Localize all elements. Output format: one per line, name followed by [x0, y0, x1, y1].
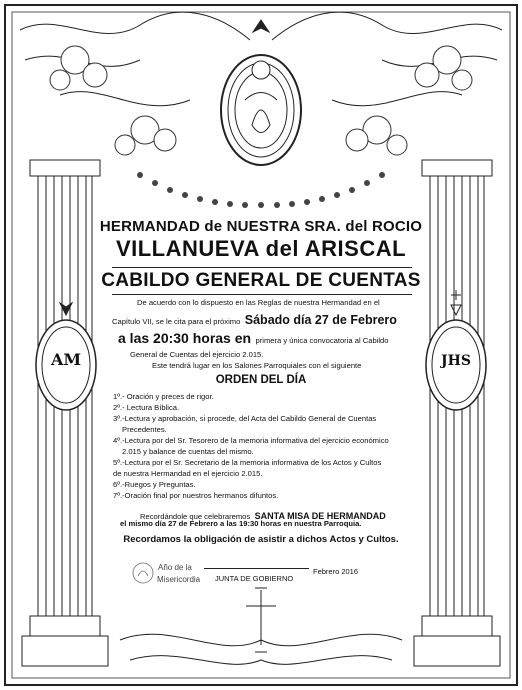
agenda-item: 1º.- Oración y preces de rigor. [113, 392, 214, 401]
mercy-year-logo-icon [132, 560, 154, 586]
intro-line-4: General de Cuentas del ejercicio 2.015. [130, 350, 264, 359]
agenda-item: 6º.-Ruegos y Preguntas. [113, 480, 196, 489]
intro-line-3-text: primera y única convocatoria al Cabildo [255, 336, 389, 345]
agenda-item: de nuestra Hermandad en el ejercicio 2.015. [113, 469, 263, 478]
agenda-item: 2.015 y balance de cuentas del mismo. [122, 447, 254, 456]
mass-reminder-text: Recordándole que celebraremos [140, 512, 251, 521]
right-monogram: JHS [441, 353, 471, 369]
logo-text-2: Misericordia [157, 575, 201, 584]
document-date: Febrero 2016 [313, 567, 359, 576]
meeting-date: Sábado día 27 de Febrero [244, 313, 397, 327]
agenda-item: 5º.-Lectura por el Sr. Secretario de la memoria informativa de los Actos y Cultos [113, 458, 382, 467]
left-monogram: AM [50, 350, 82, 369]
agenda-item: 2º.- Lectura Bíblica. [113, 403, 180, 412]
mass-details: el mismo día 27 de Febrero a las 19:30 horas en nuestra Parroquia. [120, 519, 362, 528]
agenda-title: ORDEN DEL DÍA [215, 374, 307, 386]
document-title: CABILDO GENERAL DE CUENTAS [101, 270, 421, 291]
closing-note: Recordamos la obligación de asistir a dichos Actos y Cultos. [123, 534, 399, 545]
intro-line-1: De acuerdo con lo dispuesto en las Reglas de nuestra Hermandad en el [137, 298, 380, 307]
intro-line-2-text: Capítulo VII, se le cita para el próximo [112, 317, 241, 326]
signature-line [204, 568, 309, 569]
heading-rule-top [112, 267, 412, 268]
agenda-item: 4º.-Lectura por del Sr. Tesorero de la memoria informativa del ejercicio económico [113, 436, 389, 445]
signature-label: JUNTA DE GOBIERNO [215, 574, 294, 583]
heading-rule-bottom [112, 294, 412, 295]
agenda-item: 7º.-Oración final por nuestros hermanos difuntos. [113, 491, 279, 500]
agenda-item: Precedentes. [122, 425, 167, 434]
intro-line-5: Este tendrá lugar en los Salones Parroquiales con el siguiente [152, 361, 362, 370]
town-title: VILLANUEVA del ARISCAL [115, 236, 407, 261]
logo-text-1: Año de la [158, 563, 192, 572]
agenda-item: 3º.-Lectura y aprobación, si procede, del Acta del Cabildo General de Cuentas [113, 414, 377, 423]
meeting-time: a las 20:30 horas en [118, 330, 252, 346]
intro-line-2 [112, 311, 397, 329]
intro-line-3 [118, 330, 389, 348]
brotherhood-title: HERMANDAD de NUESTRA SRA. del ROCIO [99, 218, 423, 235]
mass-title: SANTA MISA DE HERMANDAD [254, 511, 386, 521]
